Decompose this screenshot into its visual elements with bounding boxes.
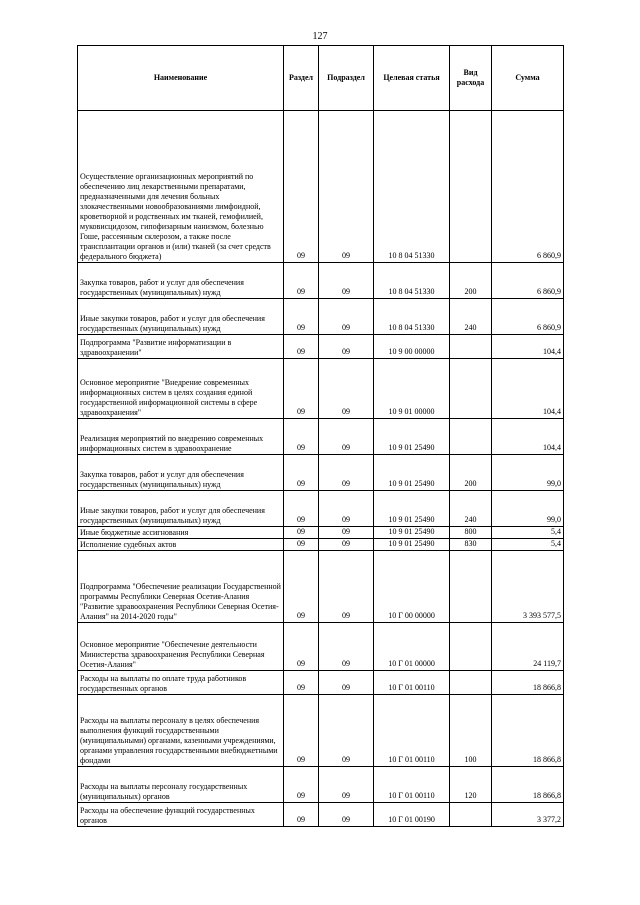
cell-celevaya: 10 Г 01 00110: [374, 767, 450, 803]
cell-name: Иные закупки товаров, работ и услуг для обеспечения государственных (муниципальных) нужд: [78, 299, 284, 335]
table-row: [78, 623, 564, 671]
cell-name: Расходы на выплаты по оплате труда работников государственных органов: [78, 671, 284, 695]
cell-name: Подпрограмма "Развитие информатизации в здравоохранении": [78, 335, 284, 359]
header-name: Наименование: [78, 46, 284, 111]
table-row: [78, 335, 564, 359]
cell-summa: 104,4: [492, 419, 564, 455]
cell-vid: [450, 803, 492, 827]
cell-summa: 24 119,7: [492, 623, 564, 671]
cell-podrazdel: 09: [319, 359, 374, 419]
cell-razdel: 09: [284, 263, 319, 299]
cell-razdel: 09: [284, 671, 319, 695]
cell-razdel: 09: [284, 551, 319, 623]
cell-razdel: 09: [284, 539, 319, 551]
table-header-row: [78, 46, 564, 111]
table-row: [78, 263, 564, 299]
cell-celevaya: 10 9 01 25490: [374, 419, 450, 455]
table-row: [78, 695, 564, 767]
cell-razdel: 09: [284, 299, 319, 335]
cell-name: Основное мероприятие "Внедрение современных информационных систем в целях создания единой государственной информационной системы в сфере здравоохранения": [78, 359, 284, 419]
cell-name: Реализация мероприятий по внедрению современных информационных систем в здравоохранение: [78, 419, 284, 455]
cell-name: Подпрограмма "Обеспечение реализации Государственной программы Республики Северная Осетия-Алания "Развитие здравоохранения Республики Северная Осетия-Алания" на 2014-2020 годы": [78, 551, 284, 623]
cell-name: Основное мероприятие "Обеспечение деятельности Министерства здравоохранения Республики Северная Осетия-Алания": [78, 623, 284, 671]
cell-podrazdel: 09: [319, 671, 374, 695]
cell-summa: 18 866,8: [492, 695, 564, 767]
cell-podrazdel: 09: [319, 803, 374, 827]
table-row: [78, 527, 564, 539]
cell-name: Расходы на обеспечение функций государственных органов: [78, 803, 284, 827]
cell-podrazdel: 09: [319, 767, 374, 803]
cell-celevaya: 10 8 04 51330: [374, 263, 450, 299]
cell-podrazdel: 09: [319, 539, 374, 551]
header-celevaya: Целевая статья: [374, 46, 450, 111]
cell-razdel: 09: [284, 455, 319, 491]
cell-podrazdel: 09: [319, 455, 374, 491]
cell-summa: 99,0: [492, 491, 564, 527]
cell-vid: [450, 359, 492, 419]
table-row: [78, 539, 564, 551]
cell-celevaya: 10 9 00 00000: [374, 335, 450, 359]
cell-vid: [450, 419, 492, 455]
cell-vid: 240: [450, 491, 492, 527]
cell-summa: 6 860,9: [492, 263, 564, 299]
cell-vid: [450, 671, 492, 695]
cell-name: Исполнение судебных актов: [78, 539, 284, 551]
table-row: [78, 111, 564, 263]
cell-podrazdel: 09: [319, 491, 374, 527]
cell-name: Иные закупки товаров, работ и услуг для обеспечения государственных (муниципальных) нужд: [78, 491, 284, 527]
cell-summa: 6 860,9: [492, 299, 564, 335]
cell-razdel: 09: [284, 695, 319, 767]
cell-summa: 18 866,8: [492, 671, 564, 695]
cell-summa: 5,4: [492, 539, 564, 551]
cell-vid: 200: [450, 455, 492, 491]
table-row: [78, 491, 564, 527]
cell-vid: 800: [450, 527, 492, 539]
cell-celevaya: 10 9 01 25490: [374, 527, 450, 539]
cell-name: Закупка товаров, работ и услуг для обеспечения государственных (муниципальных) нужд: [78, 455, 284, 491]
cell-celevaya: 10 8 04 51330: [374, 299, 450, 335]
table-row: [78, 551, 564, 623]
cell-razdel: 09: [284, 419, 319, 455]
table-row: [78, 455, 564, 491]
cell-celevaya: 10 Г 01 00000: [374, 623, 450, 671]
cell-name: Иные бюджетные ассигнования: [78, 527, 284, 539]
cell-razdel: 09: [284, 491, 319, 527]
cell-celevaya: 10 9 01 25490: [374, 455, 450, 491]
cell-celevaya: 10 Г 01 00110: [374, 671, 450, 695]
cell-celevaya: 10 Г 01 00110: [374, 695, 450, 767]
cell-podrazdel: 09: [319, 695, 374, 767]
cell-vid: 100: [450, 695, 492, 767]
cell-summa: 104,4: [492, 335, 564, 359]
cell-celevaya: 10 Г 00 00000: [374, 551, 450, 623]
cell-vid: [450, 111, 492, 263]
budget-table: [77, 45, 564, 827]
cell-name: Осуществление организационных мероприятий по обеспечению лиц лекарственными препаратами, предназначенными для лечения больных злокачественными новообразованиями лимфоидной, кроветворной и родственных им тканей, гемофилией, муковисцидозом, гипофизарным нанизмом, болезнью Гоше, рассеянным склерозом, а также после трансплантации органов и (или) тканей (за счет средств федерального бюджета): [78, 111, 284, 263]
cell-summa: 5,4: [492, 527, 564, 539]
header-summa: Сумма: [492, 46, 564, 111]
cell-podrazdel: 09: [319, 335, 374, 359]
cell-razdel: 09: [284, 335, 319, 359]
cell-name: Закупка товаров, работ и услуг для обеспечения государственных (муниципальных) нужд: [78, 263, 284, 299]
table-row: [78, 299, 564, 335]
cell-podrazdel: 09: [319, 263, 374, 299]
cell-celevaya: 10 Г 01 00190: [374, 803, 450, 827]
cell-razdel: 09: [284, 111, 319, 263]
cell-celevaya: 10 9 01 00000: [374, 359, 450, 419]
cell-razdel: 09: [284, 527, 319, 539]
cell-razdel: 09: [284, 803, 319, 827]
cell-summa: 3 393 577,5: [492, 551, 564, 623]
table-row: [78, 671, 564, 695]
cell-summa: 3 377,2: [492, 803, 564, 827]
cell-vid: 830: [450, 539, 492, 551]
cell-vid: [450, 623, 492, 671]
table-row: [78, 767, 564, 803]
cell-podrazdel: 09: [319, 419, 374, 455]
cell-razdel: 09: [284, 359, 319, 419]
header-vid: Вид расхода: [450, 46, 492, 111]
cell-name: Расходы на выплаты персоналу в целях обеспечения выполнения функций государственными (муниципальными) органами, казенными учреждениями, органами управления государственными внебюджетными фондами: [78, 695, 284, 767]
cell-podrazdel: 09: [319, 299, 374, 335]
cell-celevaya: 10 9 01 25490: [374, 539, 450, 551]
cell-razdel: 09: [284, 767, 319, 803]
cell-podrazdel: 09: [319, 551, 374, 623]
cell-vid: [450, 551, 492, 623]
page-number: 127: [312, 31, 328, 42]
cell-podrazdel: 09: [319, 111, 374, 263]
cell-vid: 240: [450, 299, 492, 335]
cell-summa: 6 860,9: [492, 111, 564, 263]
header-razdel: Раздел: [284, 46, 319, 111]
cell-razdel: 09: [284, 623, 319, 671]
cell-name: Расходы на выплаты персоналу государственных (муниципальных) органов: [78, 767, 284, 803]
table-row: [78, 359, 564, 419]
header-podrazdel: Подраздел: [319, 46, 374, 111]
table-row: [78, 803, 564, 827]
cell-vid: [450, 335, 492, 359]
cell-summa: 104,4: [492, 359, 564, 419]
table-row: [78, 419, 564, 455]
cell-celevaya: 10 8 04 51330: [374, 111, 450, 263]
cell-podrazdel: 09: [319, 527, 374, 539]
cell-celevaya: 10 9 01 25490: [374, 491, 450, 527]
cell-summa: 18 866,8: [492, 767, 564, 803]
cell-vid: 200: [450, 263, 492, 299]
cell-podrazdel: 09: [319, 623, 374, 671]
cell-summa: 99,0: [492, 455, 564, 491]
cell-vid: 120: [450, 767, 492, 803]
